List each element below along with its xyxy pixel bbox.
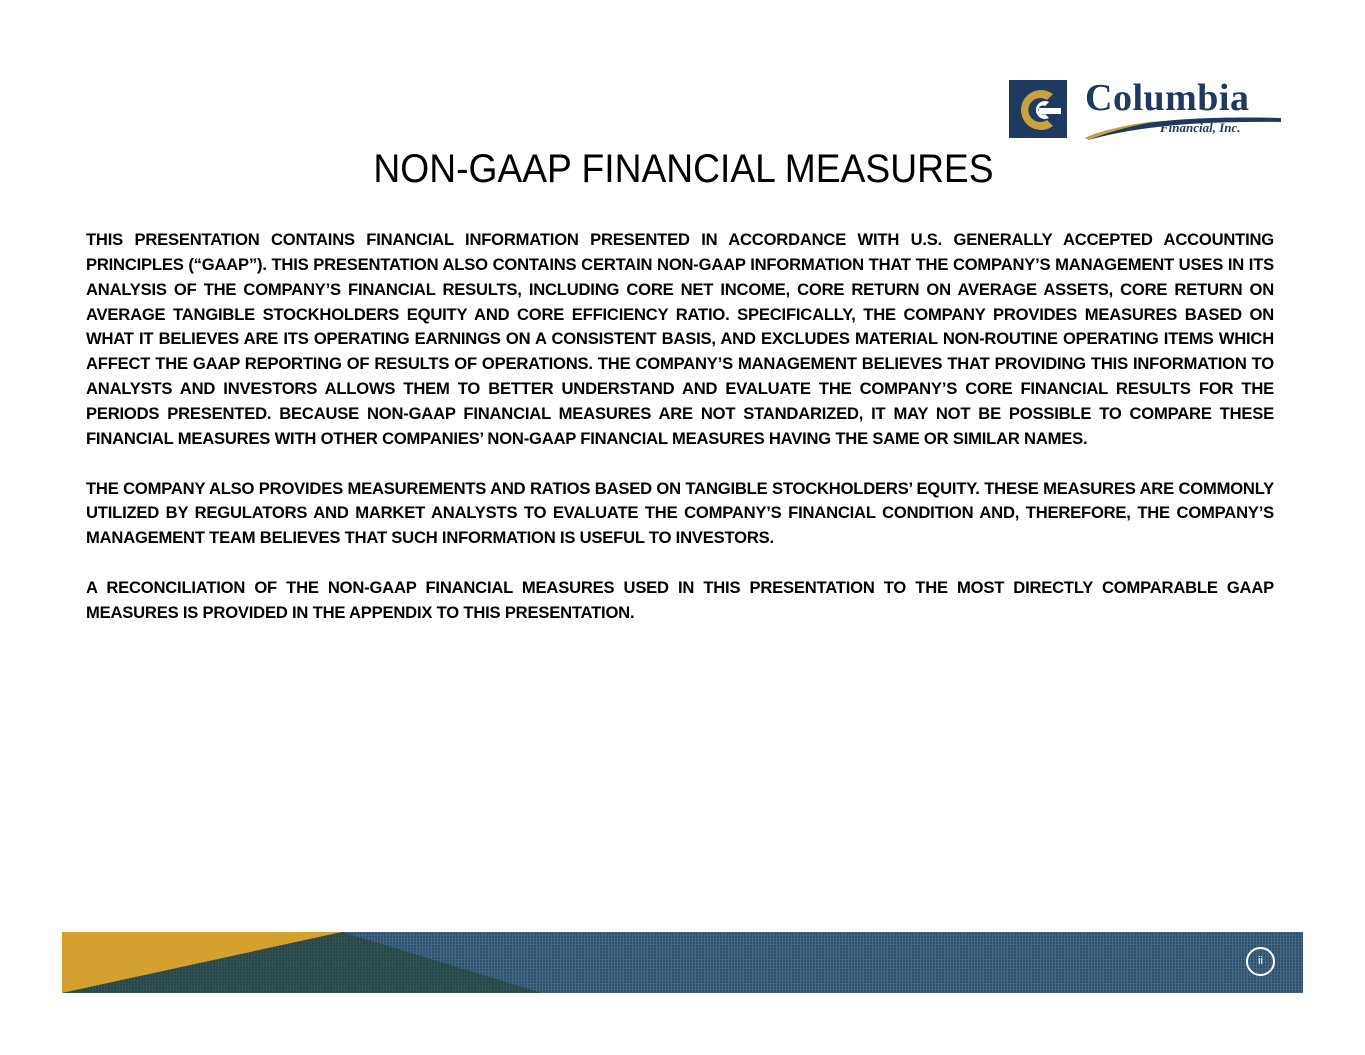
logo-emblem-icon [1009,80,1067,138]
company-logo [1009,77,1279,140]
logo-wordmark: Columbia [1085,77,1250,119]
footer-band [62,932,1303,993]
logo-subtitle: Financial, Inc. [1160,120,1241,135]
paragraph-reconciliation: A RECONCILIATION OF THE NON-GAAP FINANCIAL MEASURES USED IN THIS PRESENTATION TO THE MOST DIRECTLY COMPARABLE GAAP MEASURES IS PROVIDED IN THE APPENDIX TO THIS PRESENTATION. [86,578,1274,622]
paragraph-tangible-equity: THE COMPANY ALSO PROVIDES MEASUREMENTS AND RATIOS BASED ON TANGIBLE STOCKHOLDERS’ EQUITY. THESE MEASURES ARE COMMONLY UTILIZED BY REGULATORS AND MARKET ANALYSTS TO EVALUATE THE COMPANY’S FINANCIAL CONDITION AND, THEREFORE, THE COMPANY’S MANAGEMENT TEAM BELIEVES THAT SUCH INFORMATION IS USEFUL TO INVESTORS. [86,478,1274,548]
page-title: NON-GAAP FINANCIAL MEASURES [373,147,994,191]
page-number-badge: ii [1246,947,1275,976]
body-text [86,228,1274,651]
paragraph-non-gaap-intro: THIS PRESENTATION CONTAINS FINANCIAL INFORMATION PRESENTED IN ACCORDANCE WITH U.S. GENERALLY ACCEPTED ACCOUNTING PRINCIPLES (“GAAP”). THIS PRESENTATION ALSO CONTAINS CERTAIN NON-GAAP INFORMATION THAT THE COMPANY’S MANAGEMENT USES IN ITS ANALYSIS OF THE COMPANY’S FINANCIAL RESULTS, INCLUDING CORE NET INCOME, CORE RETURN ON AVERAGE ASSETS, CORE RETURN ON AVERAGE TANGIBLE STOCKHOLDERS EQUITY AND CORE EFFICIENCY RATIO. SPECIFICALLY, THE COMPANY PROVIDES MEASURES BASED ON WHAT IT BELIEVES ARE ITS OPERATING EARNINGS ON A CONSISTENT BASIS, AND EXCLUDES MATERIAL NON-ROUTINE OPERATING ITEMS WHICH AFFECT THE GAAP REPORTING OF RESULTS OF OPERATIONS. THE COMPANY’S MANAGEMENT BELIEVES THAT PROVIDING THIS INFORMATION TO ANALYSTS AND INVESTORS ALLOWS THEM TO BETTER UNDERSTAND AND EVALUATE THE COMPANY’S CORE FINANCIAL RESULTS FOR THE PERIODS PRESENTED. BECAUSE NON-GAAP FINANCIAL MEASURES ARE NOT STANDARIZED, IT MAY NOT BE POSSIBLE TO COMPARE THESE FINANCIAL MEASURES WITH OTHER COMPANIES’ NON-GAAP FINANCIAL MEASURES HAVING THE SAME OR SIMILAR NAMES. [86,230,1274,448]
